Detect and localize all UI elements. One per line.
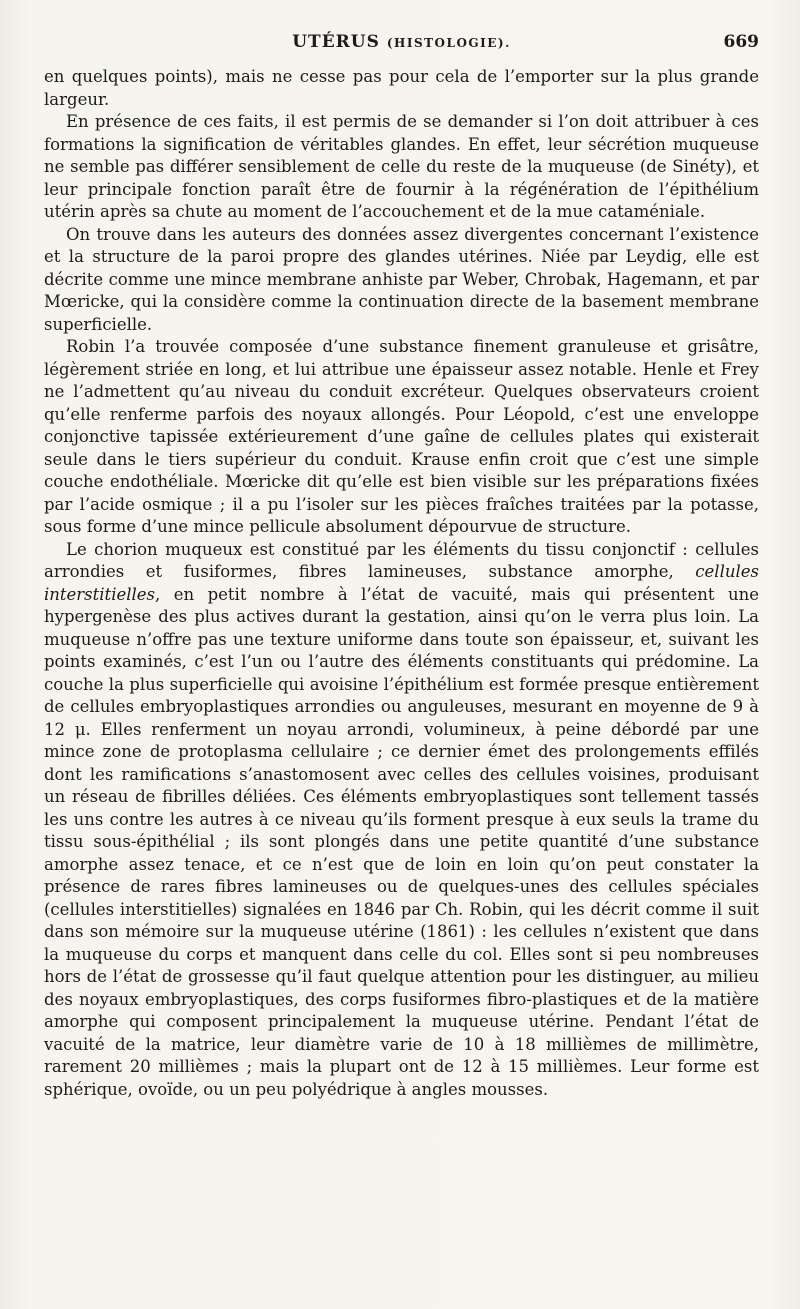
page-number: 669 [723, 32, 759, 52]
running-title-main: UTÉRUS [292, 32, 380, 52]
paragraph-continuation: en quelques points), mais ne cesse pas pour cela de l’emporter sur la plus grande largeur. [44, 67, 759, 109]
paragraph: En présence de ces faits, il est permis de se demander si l’on doit attribuer à ces formations la signification de véritables glandes. En effet, leur sécrétion muqueuse ne semble pas différer sensiblement de celle du reste de la muqueuse (de Sinéty), et leur principale fonction paraît être de fournir à la régénération de l’épithélium utérin après sa chute au moment de l’accouchement et de la mue cataméniale. [44, 112, 759, 221]
paragraph-text-before: Le chorion muqueux est constitué par les éléments du tissu conjonctif : cellules arrondies et fusiformes, fibres lamineuses, substance amorphe, [44, 539, 759, 581]
paragraph-chorion [44, 539, 759, 1102]
body-text [44, 66, 759, 1101]
paragraph: On trouve dans les auteurs des données assez divergentes concernant l’existence et la structure de la paroi propre des glandes utérines. Niée par Leydig, elle est décrite comme une mince membrane anhiste par Weber, Chrobak, Hagemann, et par Mœricke, qui la considère comme la continuation directe de la basement membrane superficielle. [44, 224, 759, 334]
page-header [44, 32, 759, 60]
running-title-subtitle: (HISTOLOGIE). [386, 36, 511, 50]
running-title [44, 32, 759, 52]
italic-term: cellules interstitielles [44, 562, 759, 604]
paragraph: Robin l’a trouvée composée d’une substance finement granuleuse et grisâtre, légèrement striée en long, et lui attribue une épaisseur assez notable. Henle et Frey ne l’admettent qu’au niveau du conduit excréteur. Quelques observateurs croient qu’elle renferme parfois des noyaux allongés. Pour Léopold, c’est une enveloppe conjonctive tapissée extérieurement d’une gaîne de cellules plates qui existerait seule dans le tiers supérieur du conduit. Krause enfin croit que c’est une simple couche endothéliale. Mœricke dit qu’elle est bien visible sur les préparations fixées par l’acide osmique ; il a pu l’isoler sur les pièces fraîches traitées par la potasse, sous forme d’une mince pellicule absolument dépourvue de structure. [44, 337, 759, 536]
paragraph-text-after: , en petit nombre à l’état de vacuité, mais qui présentent une hypergenèse des plus actives durant la gestation, ainsi qu’on le verra plus loin. La muqueuse n’offre pas une texture uniforme dans toute son épaisseur, et, suivant les points examinés, c’est l’un ou l’autre des éléments constituants qui prédomine. La couche la plus superficielle qui avoisine l’épithélium est formée presque entièrement de cellules embryoplastiques arrondies ou anguleuses, mesurant en moyenne de 9 à 12 μ. Elles renferment un noyau arrondi, volumineux, à peine débordé par une mince zone de protoplasma cellulaire ; ce dernier émet des prolongements effilés dont les ramifications s’anastomosent avec celles des cellules voisines, produisant un réseau de fibrilles déliées. Ces éléments embryoplastiques sont tellement tassés les uns contre les autres à ce niveau qu’ils forment presque à eux seuls la trame du tissu sous-épithélial ; ils sont plongés dans une petite quantité d’une substance amorphe assez tenace, et ce n’est que de loin en loin qu’on peut constater la présence de rares fibres lamineuses ou de quelques-unes des cellules spéciales (cellules interstitielles) signalées en 1846 par Ch. Robin, qui les décrit comme il suit dans son mémoire sur la muqueuse utérine (1861) : les cellules n’existent que dans la muqueuse du corps et manquent dans celle du col. Elles sont si peu nombreuses hors de l’état de grossesse qu’il faut quelque attention pour les distinguer, au milieu des noyaux embryoplastiques, des corps fusiformes fibro-plastiques et de la matière amorphe qui composent principalement la muqueuse utérine. Pendant l’état de vacuité de la matrice, leur diamètre varie de 10 à 18 millièmes de millimètre, rarement 20 millièmes ; mais la plupart ont de 12 à 15 millièmes. Leur forme est sphérique, ovoïde, ou un peu polyédrique à angles mousses. [44, 584, 759, 1099]
